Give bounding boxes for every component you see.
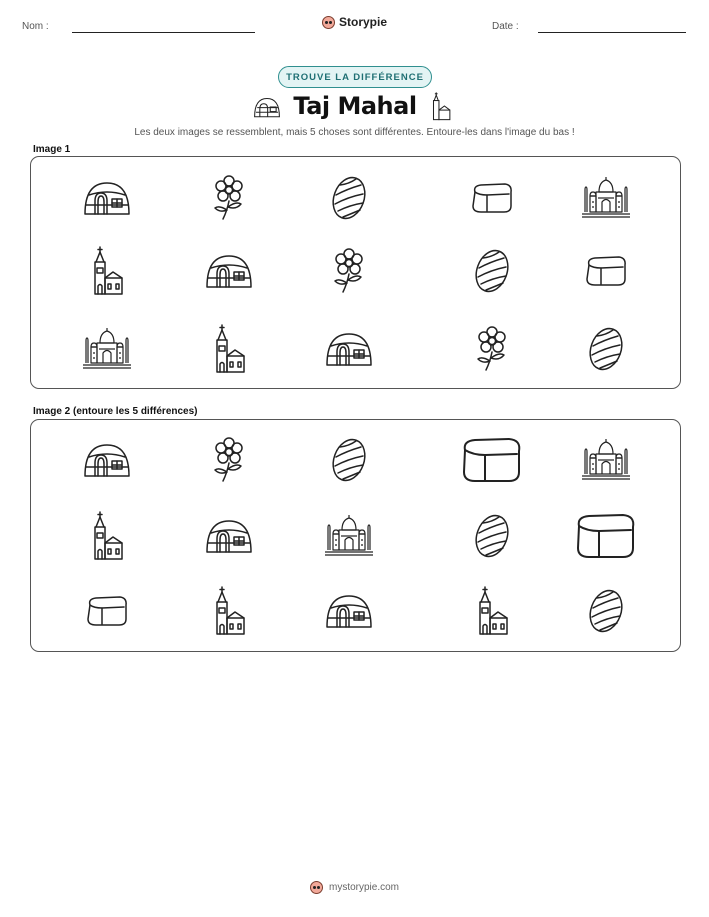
igloo-icon xyxy=(194,241,264,301)
taj-mahal-icon xyxy=(72,319,142,379)
church-icon xyxy=(72,241,142,301)
instructions: Les deux images se ressemblent, mais 5 choses sont différentes. Entoure-les dans l'image du bas ! xyxy=(134,127,575,138)
name-field[interactable] xyxy=(72,32,255,33)
marshmallow-icon[interactable] xyxy=(72,581,142,641)
flower-icon xyxy=(314,241,384,301)
igloo-icon xyxy=(314,319,384,379)
title-church-icon xyxy=(430,91,452,121)
page-title: Taj Mahal xyxy=(293,92,417,120)
church-icon xyxy=(194,319,264,379)
image1-label: Image 1 xyxy=(33,144,71,155)
date-field[interactable] xyxy=(538,32,686,33)
footer xyxy=(0,881,709,894)
activity-badge: TROUVE LA DIFFÉRENCE xyxy=(278,66,432,88)
marshmallow-icon xyxy=(571,241,641,301)
marshmallow-icon xyxy=(457,168,527,228)
footer-site: mystorypie.com xyxy=(328,882,399,893)
igloo-icon xyxy=(72,168,142,228)
mascot-icon xyxy=(322,16,335,29)
date-fruit-icon[interactable] xyxy=(571,581,641,641)
taj-mahal-icon xyxy=(571,168,641,228)
igloo-icon[interactable] xyxy=(314,581,384,641)
brand-name: Storypie xyxy=(339,15,388,29)
footer-mascot-icon xyxy=(310,881,323,894)
church-icon[interactable] xyxy=(457,581,527,641)
name-label: Nom : xyxy=(22,21,49,32)
taj-mahal-icon[interactable] xyxy=(571,430,641,490)
flower-icon[interactable] xyxy=(194,430,264,490)
date-fruit-icon[interactable] xyxy=(314,430,384,490)
church-icon[interactable] xyxy=(72,506,142,566)
flower-icon xyxy=(194,168,264,228)
date-fruit-icon xyxy=(571,319,641,379)
date-fruit-icon xyxy=(314,168,384,228)
igloo-icon[interactable] xyxy=(194,506,264,566)
flower-icon xyxy=(457,319,527,379)
igloo-icon[interactable] xyxy=(72,430,142,490)
date-fruit-icon[interactable] xyxy=(457,506,527,566)
image2-label: Image 2 (entoure les 5 différences) xyxy=(33,406,198,417)
taj-mahal-icon[interactable] xyxy=(314,506,384,566)
date-fruit-icon xyxy=(457,241,527,301)
marshmallow-icon[interactable] xyxy=(457,430,527,490)
church-icon[interactable] xyxy=(194,581,264,641)
marshmallow-icon[interactable] xyxy=(571,506,641,566)
title-igloo-icon xyxy=(252,95,282,119)
brand-logo xyxy=(322,15,387,29)
date-label: Date : xyxy=(492,21,519,32)
